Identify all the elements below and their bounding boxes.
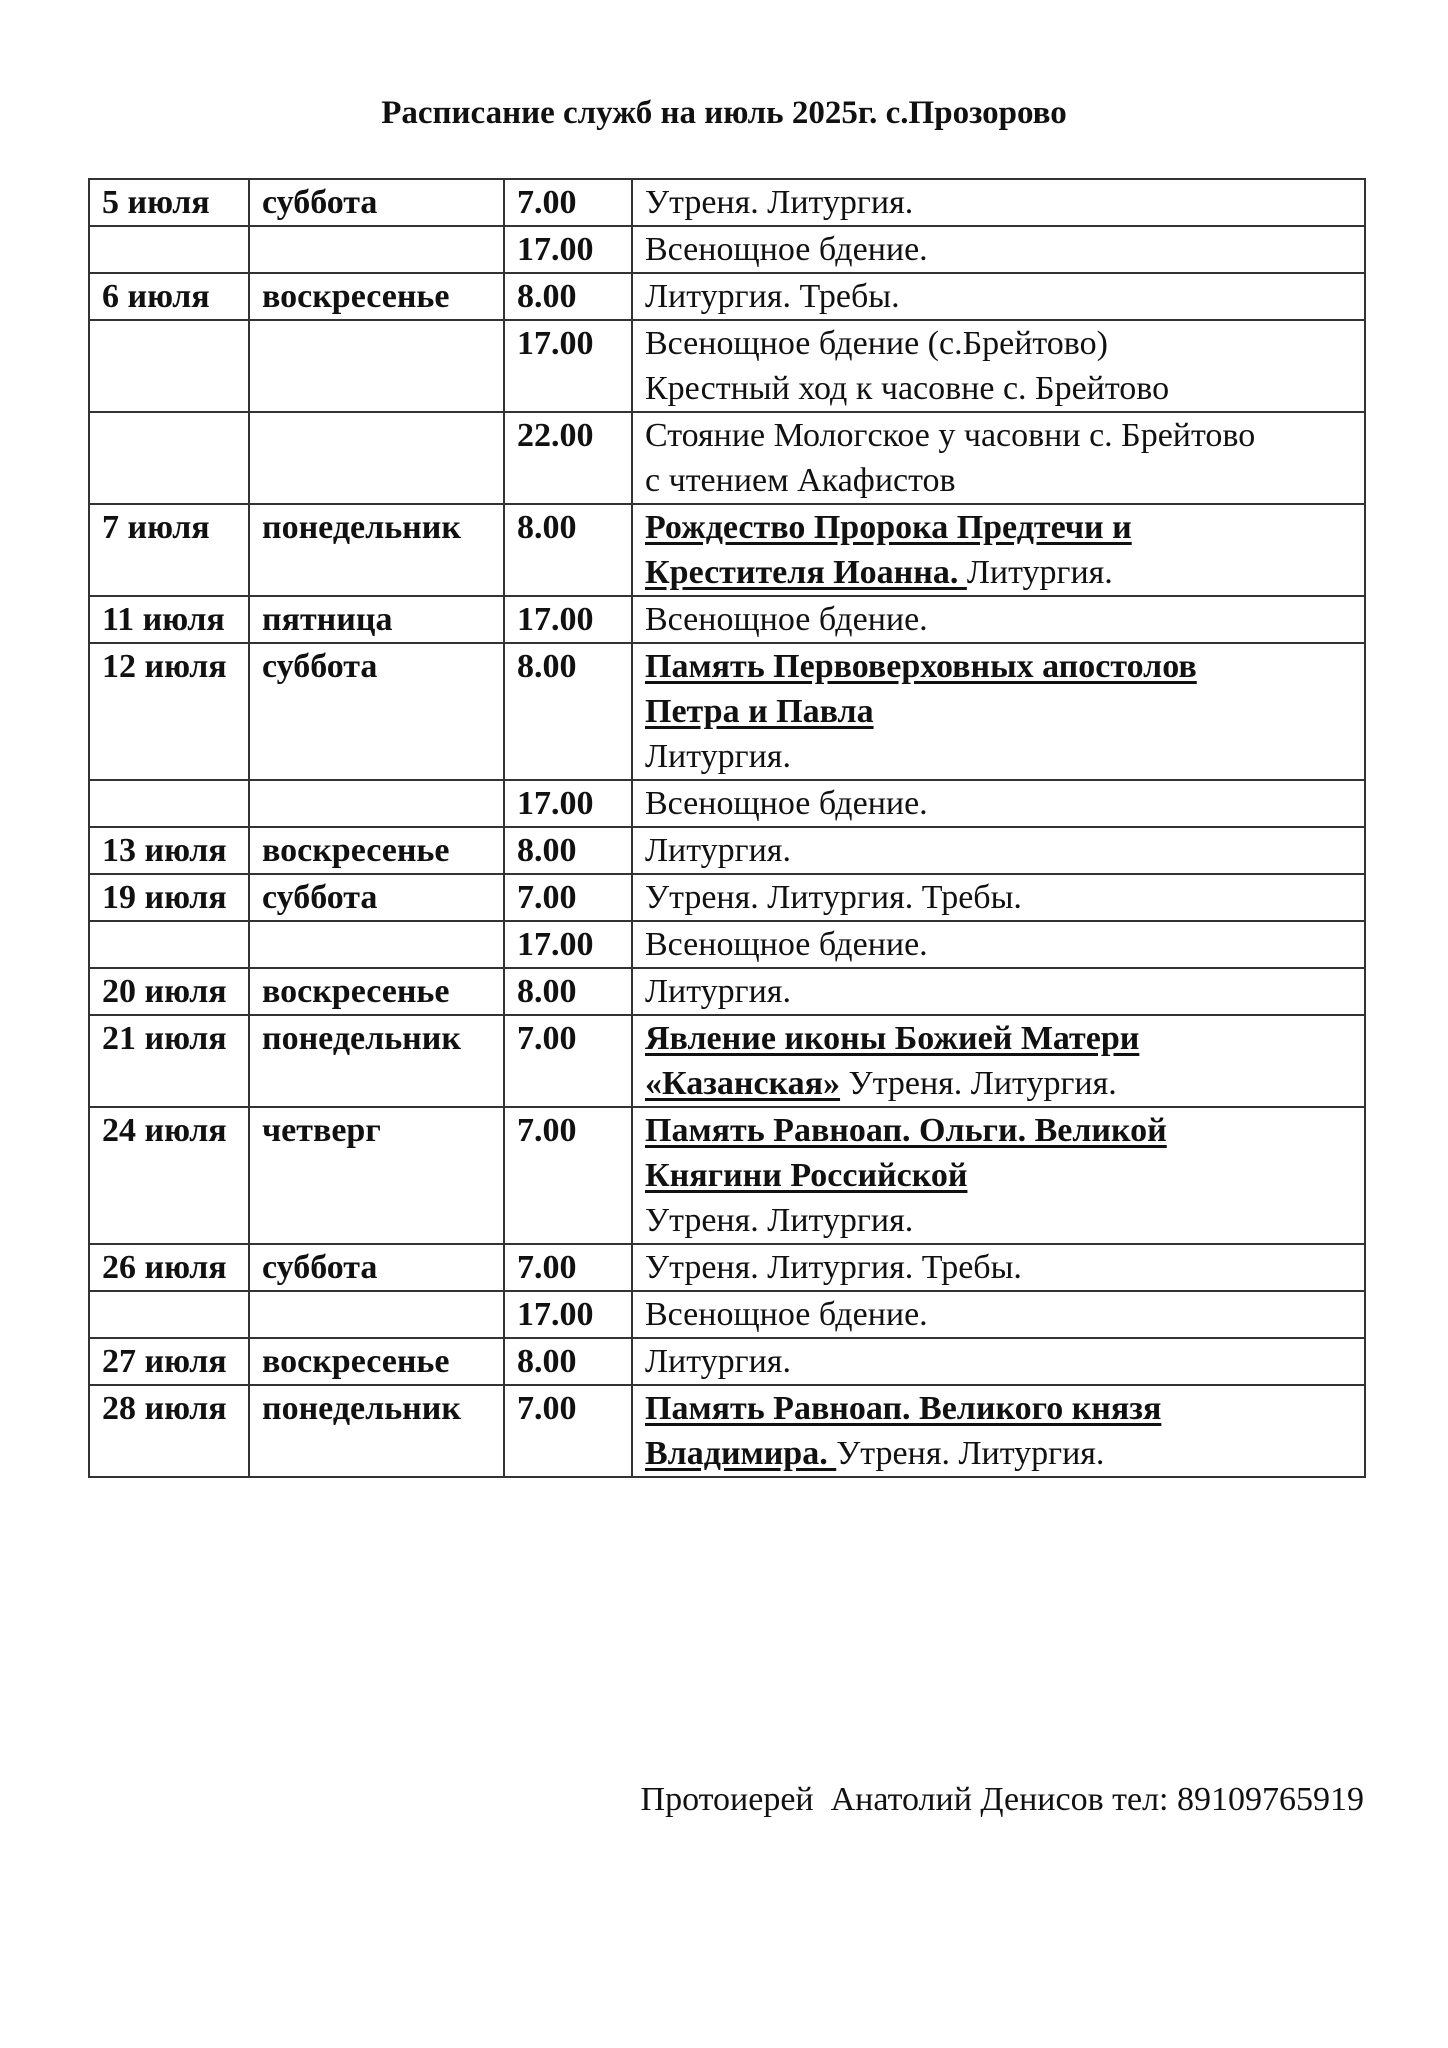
service-text: Литургия. Требы. (645, 278, 900, 315)
feast-name: «Казанская» (645, 1065, 841, 1102)
service-text: Всенощное бдение. (645, 785, 928, 822)
service-text: Утреня. Литургия. Требы. (645, 879, 1022, 916)
time-cell: 7.00 (504, 1385, 632, 1477)
day-cell (249, 320, 504, 412)
date-cell: 21 июля (89, 1015, 249, 1107)
service-text: Всенощное бдение. (645, 926, 928, 963)
service-text: Всенощное бдение. (645, 1296, 928, 1333)
date-cell (89, 921, 249, 968)
day-cell (249, 921, 504, 968)
service-text: с чтением Акафистов (645, 462, 956, 499)
time-cell: 7.00 (504, 1244, 632, 1291)
service-text: Утреня. Литургия. (836, 1435, 1105, 1472)
description-line (645, 1061, 1352, 1106)
service-description-cell (632, 1244, 1365, 1291)
page-title: Расписание служб на июль 2025г. с.Прозорово (381, 95, 1067, 131)
table-row (89, 504, 1365, 596)
date-cell: 19 июля (89, 874, 249, 921)
table-row (89, 1107, 1365, 1244)
description-line (645, 550, 1352, 595)
description-line (645, 828, 1352, 873)
table-row (89, 1244, 1365, 1291)
time-cell: 22.00 (504, 412, 632, 504)
feast-name: Память Равноап. Ольги. Великой (645, 1112, 1167, 1149)
date-cell (89, 226, 249, 273)
feast-name: Княгини Российской (645, 1157, 968, 1194)
table-row (89, 273, 1365, 320)
description-line (645, 1016, 1352, 1061)
time-cell: 7.00 (504, 1107, 632, 1244)
table-row (89, 1015, 1365, 1107)
service-description-cell (632, 412, 1365, 504)
service-description-cell (632, 504, 1365, 596)
time-cell: 8.00 (504, 273, 632, 320)
date-cell (89, 780, 249, 827)
date-cell: 27 июля (89, 1338, 249, 1385)
feast-name: Память Первоверховных апостолов (645, 648, 1197, 685)
feast-name: Рождество Пророка Предтечи и (645, 509, 1132, 546)
service-description-cell (632, 1015, 1365, 1107)
table-row (89, 1338, 1365, 1385)
date-cell (89, 412, 249, 504)
description-line (645, 1245, 1352, 1290)
service-text: Стояние Мологское у часовни с. Брейтово (645, 417, 1256, 454)
time-cell: 17.00 (504, 921, 632, 968)
description-line (645, 781, 1352, 826)
day-cell: воскресенье (249, 273, 504, 320)
feast-name: Явление иконы Божией Матери (645, 1020, 1140, 1057)
service-text: Литургия. (645, 973, 791, 1010)
service-description-cell (632, 780, 1365, 827)
table-row (89, 874, 1365, 921)
description-line (645, 413, 1352, 458)
service-description-cell (632, 827, 1365, 874)
time-cell: 7.00 (504, 179, 632, 226)
service-text: Всенощное бдение. (645, 601, 928, 638)
description-line (645, 689, 1352, 734)
description-line (645, 321, 1352, 366)
schedule-table (88, 178, 1366, 1478)
service-description-cell (632, 320, 1365, 412)
description-line (645, 1198, 1352, 1243)
service-description-cell (632, 226, 1365, 273)
day-cell: суббота (249, 179, 504, 226)
day-cell: пятница (249, 596, 504, 643)
description-line (645, 922, 1352, 967)
service-description-cell (632, 874, 1365, 921)
table-row (89, 968, 1365, 1015)
description-line (645, 274, 1352, 319)
day-cell: понедельник (249, 1385, 504, 1477)
day-cell: воскресенье (249, 827, 504, 874)
table-row (89, 643, 1365, 780)
service-text: Литургия. (645, 1343, 791, 1380)
table-row (89, 1291, 1365, 1338)
day-cell: четверг (249, 1107, 504, 1244)
description-line (645, 1292, 1352, 1337)
table-row (89, 226, 1365, 273)
date-cell: 6 июля (89, 273, 249, 320)
description-line (645, 1108, 1352, 1153)
service-text: Утреня. Литургия. (840, 1065, 1117, 1102)
time-cell: 7.00 (504, 874, 632, 921)
description-line (645, 1431, 1352, 1476)
time-cell: 17.00 (504, 1291, 632, 1338)
day-cell: суббота (249, 643, 504, 780)
day-cell: суббота (249, 874, 504, 921)
day-cell (249, 780, 504, 827)
time-cell: 8.00 (504, 643, 632, 780)
table-row (89, 412, 1365, 504)
date-cell: 13 июля (89, 827, 249, 874)
table-row (89, 827, 1365, 874)
schedule-body (89, 179, 1365, 1477)
day-cell (249, 226, 504, 273)
time-cell: 8.00 (504, 968, 632, 1015)
service-description-cell (632, 921, 1365, 968)
date-cell (89, 1291, 249, 1338)
date-cell: 7 июля (89, 504, 249, 596)
time-cell: 8.00 (504, 827, 632, 874)
date-cell: 28 июля (89, 1385, 249, 1477)
table-row (89, 320, 1365, 412)
time-cell: 8.00 (504, 504, 632, 596)
description-line (645, 366, 1352, 411)
feast-name: Память Равноап. Великого князя (645, 1390, 1162, 1427)
time-cell: 17.00 (504, 320, 632, 412)
description-line (645, 1339, 1352, 1384)
description-line (645, 644, 1352, 689)
day-cell: понедельник (249, 504, 504, 596)
feast-name: Владимира. (645, 1435, 837, 1472)
date-cell: 12 июля (89, 643, 249, 780)
service-description-cell (632, 968, 1365, 1015)
day-cell: воскресенье (249, 968, 504, 1015)
description-line (645, 969, 1352, 1014)
day-cell (249, 412, 504, 504)
date-cell: 26 июля (89, 1244, 249, 1291)
service-description-cell (632, 1107, 1365, 1244)
description-line (645, 458, 1352, 503)
table-row (89, 921, 1365, 968)
service-text: Всенощное бдение. (645, 231, 928, 268)
description-line (645, 597, 1352, 642)
feast-name: Крестителя Иоанна. (645, 554, 967, 591)
description-line (645, 505, 1352, 550)
description-line (645, 734, 1352, 779)
service-text: Утреня. Литургия. (645, 1202, 914, 1239)
table-row (89, 179, 1365, 226)
day-cell: суббота (249, 1244, 504, 1291)
time-cell: 17.00 (504, 780, 632, 827)
date-cell (89, 320, 249, 412)
date-cell: 5 июля (89, 179, 249, 226)
description-line (645, 1153, 1352, 1198)
description-line (645, 1386, 1352, 1431)
service-text: Литургия. (966, 554, 1113, 591)
day-cell: понедельник (249, 1015, 504, 1107)
time-cell: 7.00 (504, 1015, 632, 1107)
table-row (89, 1385, 1365, 1477)
service-description-cell (632, 596, 1365, 643)
description-line (645, 227, 1352, 272)
day-cell (249, 1291, 504, 1338)
service-description-cell (632, 179, 1365, 226)
time-cell: 17.00 (504, 226, 632, 273)
service-text: Утреня. Литургия. (645, 184, 914, 221)
service-text: Литургия. (645, 738, 791, 775)
service-text: Утреня. Литургия. Требы. (645, 1249, 1022, 1286)
date-cell: 11 июля (89, 596, 249, 643)
service-text: Крестный ход к часовне с. Брейтово (645, 370, 1170, 407)
service-text: Всенощное бдение (с.Брейтово) (645, 325, 1108, 362)
service-description-cell (632, 1291, 1365, 1338)
feast-name: Петра и Павла (645, 693, 874, 730)
date-cell: 20 июля (89, 968, 249, 1015)
service-description-cell (632, 1385, 1365, 1477)
table-row (89, 780, 1365, 827)
time-cell: 8.00 (504, 1338, 632, 1385)
description-line (645, 180, 1352, 225)
service-text: Литургия. (645, 832, 791, 869)
day-cell: воскресенье (249, 1338, 504, 1385)
table-row (89, 596, 1365, 643)
time-cell: 17.00 (504, 596, 632, 643)
date-cell: 24 июля (89, 1107, 249, 1244)
service-description-cell (632, 1338, 1365, 1385)
service-description-cell (632, 643, 1365, 780)
description-line (645, 875, 1352, 920)
footer-signature: Протоиерей Анатолий Денисов тел: 89109765919 (640, 1781, 1364, 1818)
service-description-cell (632, 273, 1365, 320)
